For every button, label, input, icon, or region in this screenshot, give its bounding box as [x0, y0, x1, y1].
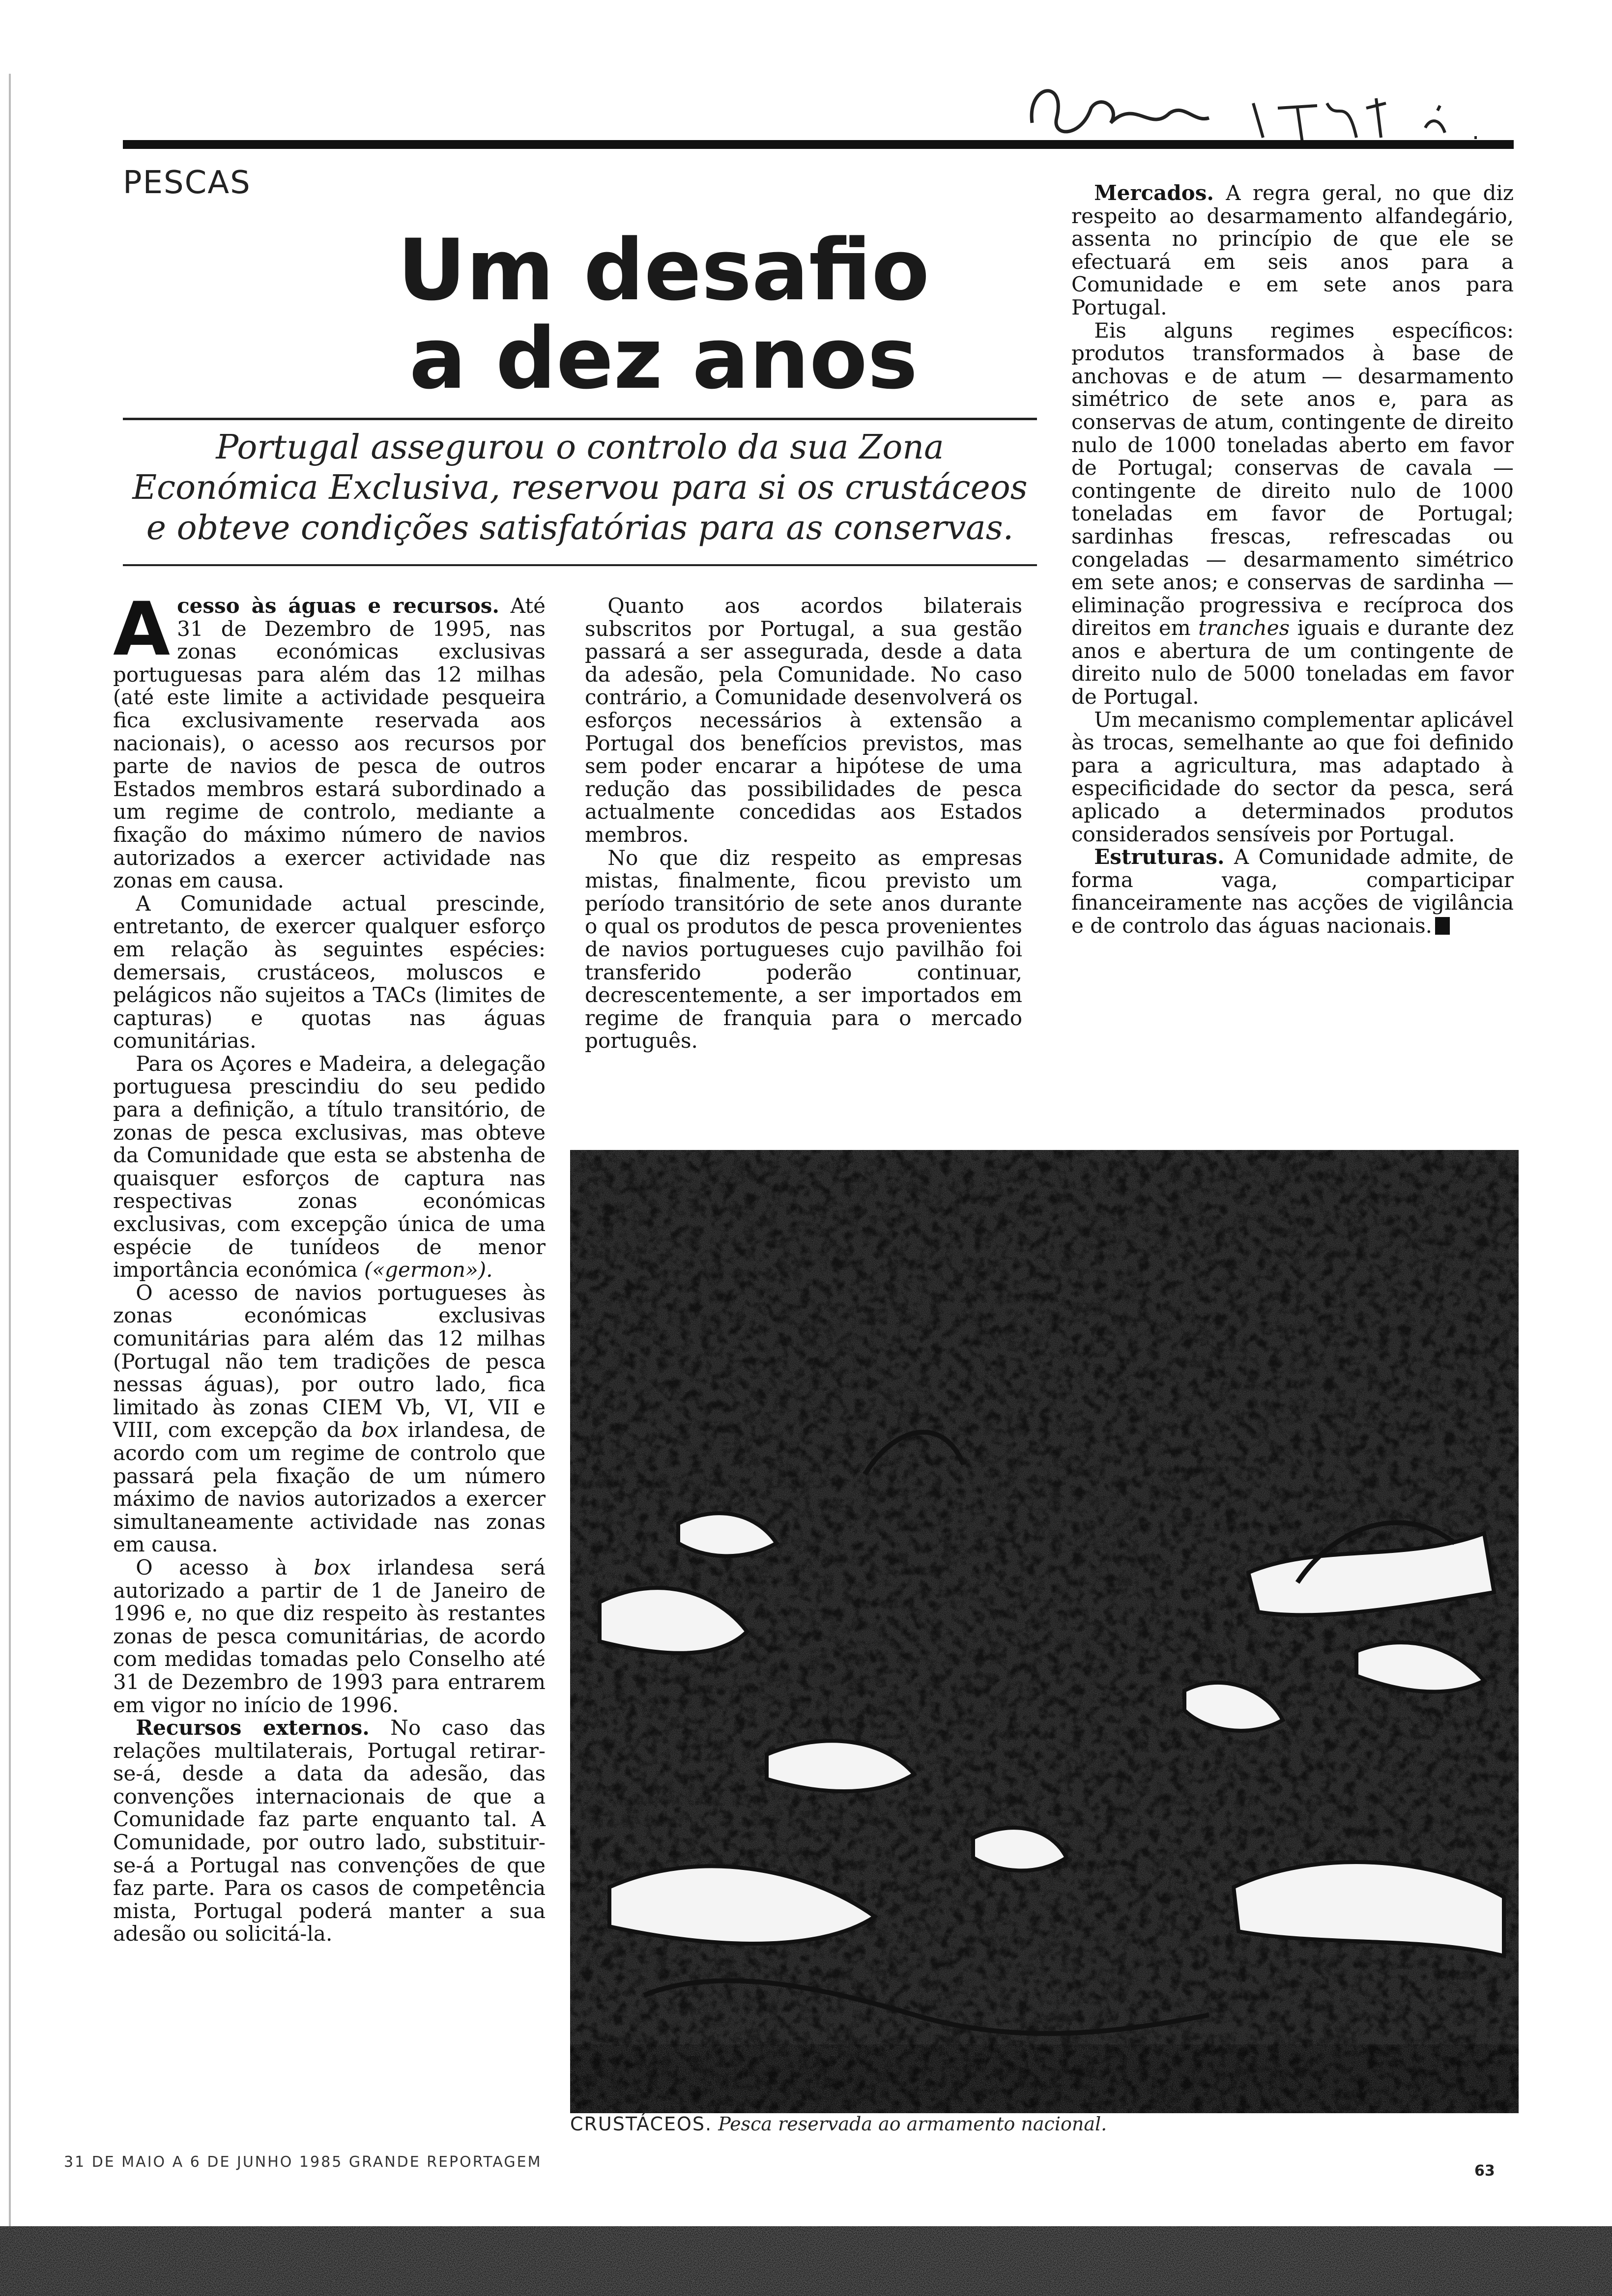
subhead: Portugal assegurou o controlo da sua Zona Económica Exclusiva, reservou para si os crustáceos e obteve condições satisfatórias para as conservas. [132, 428, 1028, 547]
paragraph [113, 1282, 546, 1556]
paragraph [1071, 182, 1514, 319]
column-3 [1071, 182, 1514, 938]
paragraph [113, 587, 546, 893]
paragraph: A Comunidade actual prescinde, entretanto, de exercer qualquer esforço em relação às seguintes espécies: demersais, crustáceos, moluscos e pelágicos não sujeitos a TACs (limites de capturas) e quotas nas águas comunitárias. [113, 891, 546, 1053]
headline-line-2: a dez anos [409, 309, 918, 408]
margin-line [9, 74, 11, 2226]
paragraph-text: Eis alguns regimes específicos: produtos transformados à base de anchovas e de atum — desarmamento simétrico de sete anos e, para as conservas de atum, contingente de direito nulo de 1000 toneladas aberto em favor de Portugal; conservas de cavala — contingente de direito nulo de 1000 toneladas em favor de Portugal; sardinhas frescas, refrescadas ou congeladas — desarmamento simétrico em sete anos; e conservas de sardinha — eliminação progressiva e recíproca dos direitos em [1071, 318, 1514, 640]
top-rule [123, 140, 1514, 149]
subheading: Mercados. [1094, 181, 1214, 205]
crustaceans-photo [570, 1150, 1519, 2113]
title-rule [123, 418, 1037, 420]
paragraph [1071, 846, 1514, 937]
paragraph-text: A regra geral, no que diz respeito ao desarmamento alfandegário, assenta no princípio de que ele se efectuará em seis anos para a Comunidade e em sete anos para Portugal. [1071, 181, 1514, 319]
caption-text: Pesca reservada ao armamento nacional. [718, 2113, 1107, 2135]
paragraph: Quanto aos acordos bilaterais subscritos por Portugal, a sua gestão passará a ser assegurada, desde a data da adesão, pela Comunidade. No caso contrário, a Comunidade desenvolverá os esforços necessários à extensão a Portugal dos benefícios previstos, mas sem poder encarar a hipótese de uma redução das possibilidades de pesca actualmente concedidas aos Estados membros. [585, 594, 1022, 847]
scan-border-noise [0, 2226, 1612, 2296]
section-tag: PESCAS [123, 165, 251, 201]
paragraph-text: No caso das relações multilaterais, Portugal retirar-se-á, desde a data da adesão, das convenções internacionais de que a Comunidade faz parte enquanto tal. A Comunidade, por outro lado, substituir-se-á a Portugal nas convenções de que faz parte. Para os casos de competência mista, Portugal poderá manter a sua adesão ou solicitá-la. [113, 1716, 546, 1946]
paragraph [113, 1717, 546, 1946]
subheading: Estruturas. [1094, 845, 1225, 869]
italic-term: tranches [1198, 616, 1290, 640]
headline [295, 221, 1032, 408]
caption-label: CRUSTÁCEOS. [570, 2113, 713, 2135]
paragraph-text: O acesso à [136, 1555, 288, 1579]
paragraph-text: A Comunidade admite, de forma vaga, comparticipar financeiramente nas acções de vigilância e de controlo das águas nacionais. [1071, 845, 1514, 938]
italic-term: box [361, 1418, 399, 1442]
footer-dateline: 31 DE MAIO A 6 DE JUNHO 1985 GRANDE REPORTAGEM [64, 2153, 542, 2171]
paragraph: No que diz respeito as empresas mistas, finalmente, ficou previsto um período transitório de sete anos durante o qual os produtos de pesca provenientes de navios portugueses cujo pavilhão foi transferido poderão continuar, decrescentemente, a ser importados em regime de franquia para o mercado português. [585, 845, 1022, 1053]
lead-heading: cesso às águas e recursos. [177, 594, 499, 618]
paragraph [113, 1556, 546, 1717]
paragraph-text: O acesso de navios portugueses às zonas económicas exclusivas comunitárias para além das 12 milhas (Portugal não tem tradições de pesca nessas águas), por outro lado, fica limitado às zonas CIEM Vb, VI, VII e VIII, com excepção da [113, 1280, 546, 1442]
subhead-rule [123, 564, 1037, 566]
page-number: 63 [1474, 2162, 1495, 2180]
paragraph-text: irlandesa, de acordo com um regime de controlo que passará pela fixação de um número máximo de navios autorizados a exercer simultaneamente actividade nas zonas em causa. [113, 1418, 546, 1557]
drop-cap: A [113, 587, 171, 672]
paragraph: Um mecanismo complementar aplicável às trocas, semelhante ao que foi definido para a agricultura, mas adaptado à especificidade do sector da pesca, será aplicado a determinados produtos considerados sensíveis por Portugal. [1071, 707, 1514, 846]
paragraph-text: irlandesa será autorizado a partir de 1 de Janeiro de 1996 e, no que diz respeito às restantes zonas de pesca comunitárias, de acordo com medidas tomadas pelo Conselho até 31 de Dezembro de 1993 para entrarem em vigor no início de 1996. [113, 1555, 546, 1717]
paragraph-text: Para os Açores e Madeira, a delegação portuguesa prescindiu do seu pedido para a definição, a título transitório, de zonas de pesca exclusivas, mas obteve da Comunidade que esta se abstenha de quaisquer esforços de captura nas respectivas zonas económicas exclusivas, com excepção única de uma espécie de tunídeos de menor importância económica [113, 1051, 546, 1282]
end-mark [1435, 917, 1450, 935]
photo-caption [570, 2113, 1519, 2135]
paragraph-text: Até 31 de Dezembro de 1995, nas zonas económicas exclusivas portuguesas para além das 12 milhas (até este limite a actividade pesqueira fica exclusivamente reservada aos nacionais), o acesso aos recursos por parte de navios de pesca de outros Estados membros estará subordinado a um regime de controlo, mediante a fixação do máximo número de navios autorizados a exercer actividade nas zonas em causa. [113, 594, 546, 893]
paragraph [1071, 319, 1514, 709]
column-2 [585, 595, 1022, 1053]
headline-line-1: Um desafio [397, 221, 930, 319]
italic-term: box [314, 1555, 351, 1579]
column-1 [113, 587, 546, 1946]
italic-term: («germon»). [364, 1258, 493, 1282]
subheading: Recursos externos. [136, 1716, 370, 1740]
paragraph [113, 1053, 546, 1282]
paragraph-text: iguais e durante dez anos e abertura de um contingente de direito nulo de 5000 toneladas em favor de Portugal. [1071, 616, 1514, 709]
